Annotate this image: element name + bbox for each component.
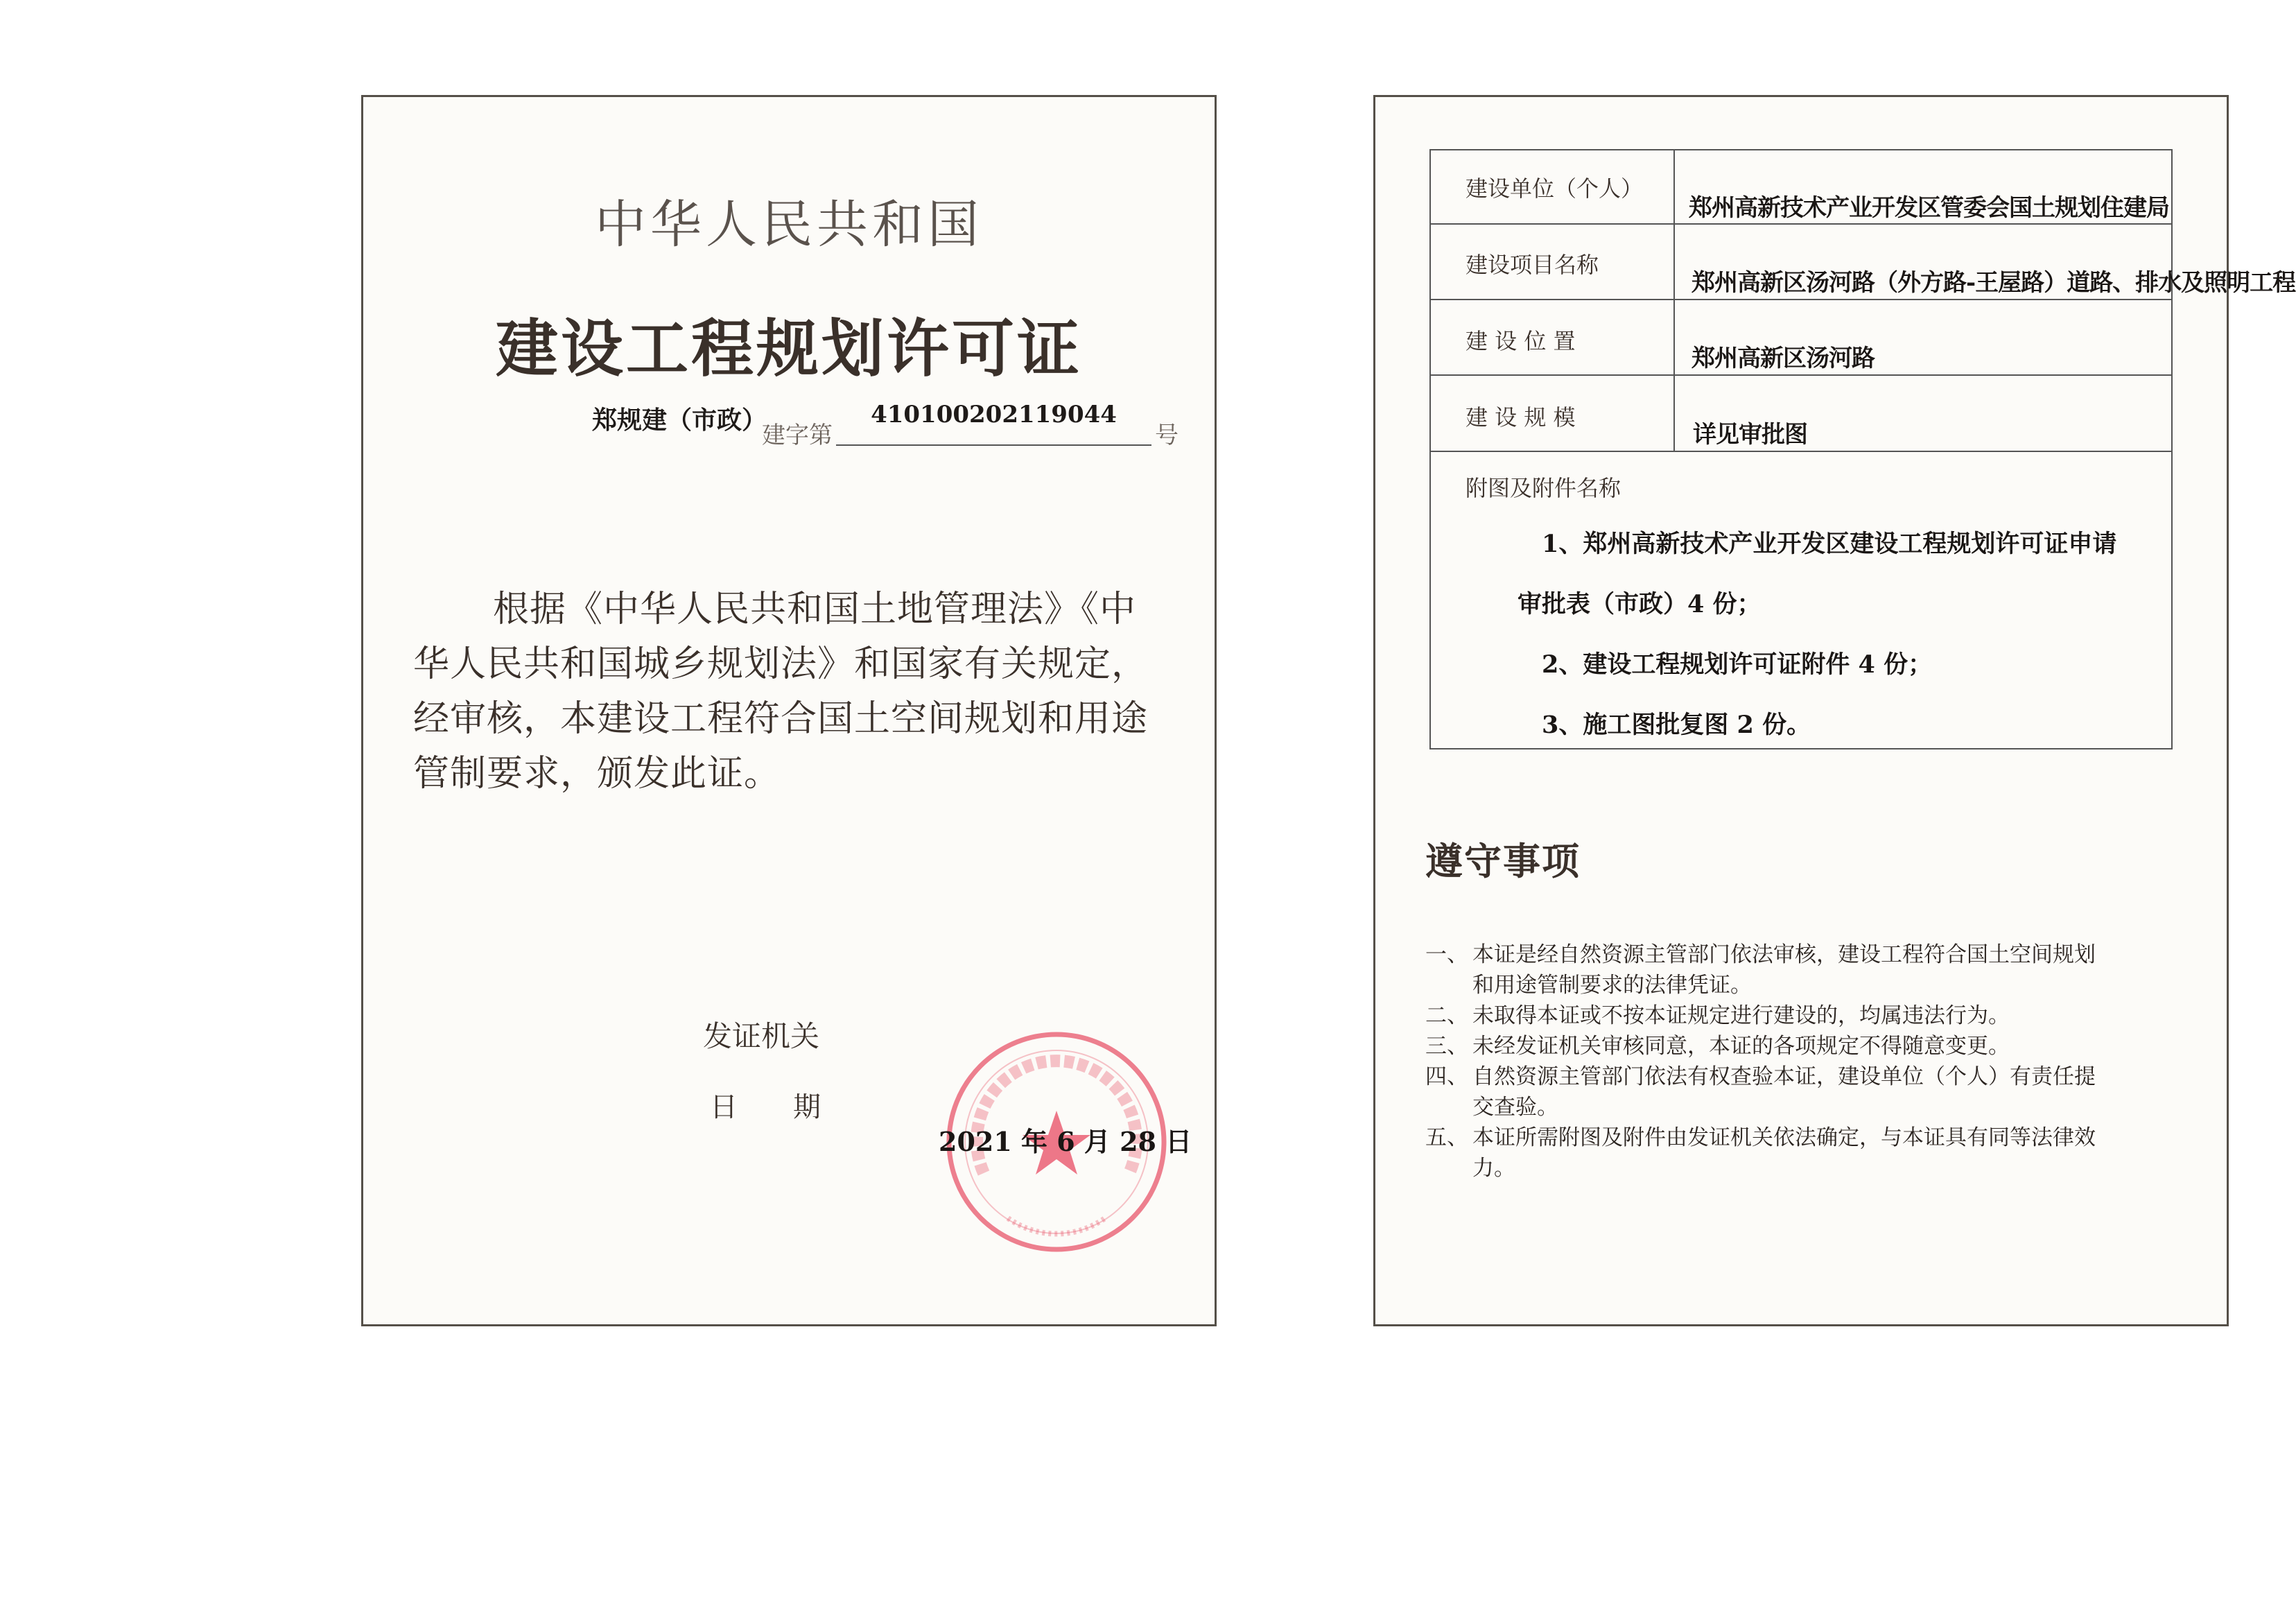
certificate-front-page <box>361 95 1217 1326</box>
body-line: 管制要求，颁发此证。 <box>413 753 781 795</box>
attachments-title: 附图及附件名称 <box>1466 475 1621 501</box>
table-divider <box>1431 223 2171 225</box>
body-line: 华人民共和国城乡规划法》和国家有关规定， <box>413 643 1149 685</box>
country-name: 中华人民共和国 <box>595 195 983 254</box>
certificate-number-underline <box>836 444 1151 446</box>
certificate-back-page <box>1373 95 2296 1326</box>
table-divider <box>1431 374 2171 376</box>
attachment-item: 1、郑州高新技术产业开发区建设工程规划许可证申请 <box>1542 530 2117 558</box>
rule-item: 二、 未取得本证或不按本证规定进行建设的，均属违法行为。 <box>1425 1003 2010 1028</box>
certificate-suffix: 号 <box>1155 422 1179 449</box>
label-builder: 建设单位（个人） <box>1466 175 1644 202</box>
label-location: 建 设 位 置 <box>1466 328 1576 354</box>
document-title: 建设工程规划许可证 <box>496 313 1082 385</box>
table-divider <box>1431 451 2171 452</box>
attachment-item: 审批表（市政）4 份； <box>1517 590 1762 618</box>
certificate-number: 410100202119044 <box>871 401 1117 428</box>
label-scale: 建 设 规 模 <box>1466 404 1576 431</box>
table-column-divider <box>1673 150 1675 451</box>
rule-item: 五、 本证所需附图及附件由发证机关依法确定，与本证具有同等法律效 力。 <box>1425 1125 2096 1181</box>
rule-item: 一、 本证是经自然资源主管部门依法审核，建设工程符合国土空间规划 和用途管制要求的法律凭证。 <box>1425 942 2096 998</box>
label-project-name: 建设项目名称 <box>1466 252 1599 278</box>
table-divider <box>1431 299 2171 300</box>
attachment-item: 2、建设工程规划许可证附件 4 份； <box>1542 650 1933 679</box>
body-line: 根据《中华人民共和国土地管理法》《中 <box>493 589 1137 630</box>
issue-date: 2021 年 6 月 28 日 <box>939 1126 1192 1157</box>
value-project-name: 郑州高新区汤河路（外方路-王屋路）道路、排水及照明工程 <box>1691 269 2296 297</box>
value-builder: 郑州高新技术产业开发区管委会国土规划住建局 <box>1689 194 2169 222</box>
attachment-item: 3、施工图批复图 2 份。 <box>1542 711 1811 739</box>
rules-title: 遵守事项 <box>1425 840 1581 883</box>
project-info-table <box>1429 149 2296 749</box>
issuer-label: 发证机关 <box>703 1019 820 1053</box>
rule-item: 三、 未经发证机关审核同意，本证的各项规定不得随意变更。 <box>1425 1034 2010 1059</box>
rule-item: 四、 自然资源主管部门依法有权查验本证，建设单位（个人）有责任提 交查验。 <box>1425 1064 2096 1120</box>
value-scale: 详见审批图 <box>1693 421 1807 449</box>
certificate-body-text <box>413 582 1176 801</box>
body-line: 经审核，本建设工程符合国土空间规划和用途 <box>413 698 1149 740</box>
date-label: 日 期 <box>710 1091 821 1123</box>
certificate-word: 建字第 <box>762 422 833 449</box>
certificate-prefix: 郑规建（市政） <box>592 406 767 435</box>
value-location: 郑州高新区汤河路 <box>1691 345 1875 372</box>
